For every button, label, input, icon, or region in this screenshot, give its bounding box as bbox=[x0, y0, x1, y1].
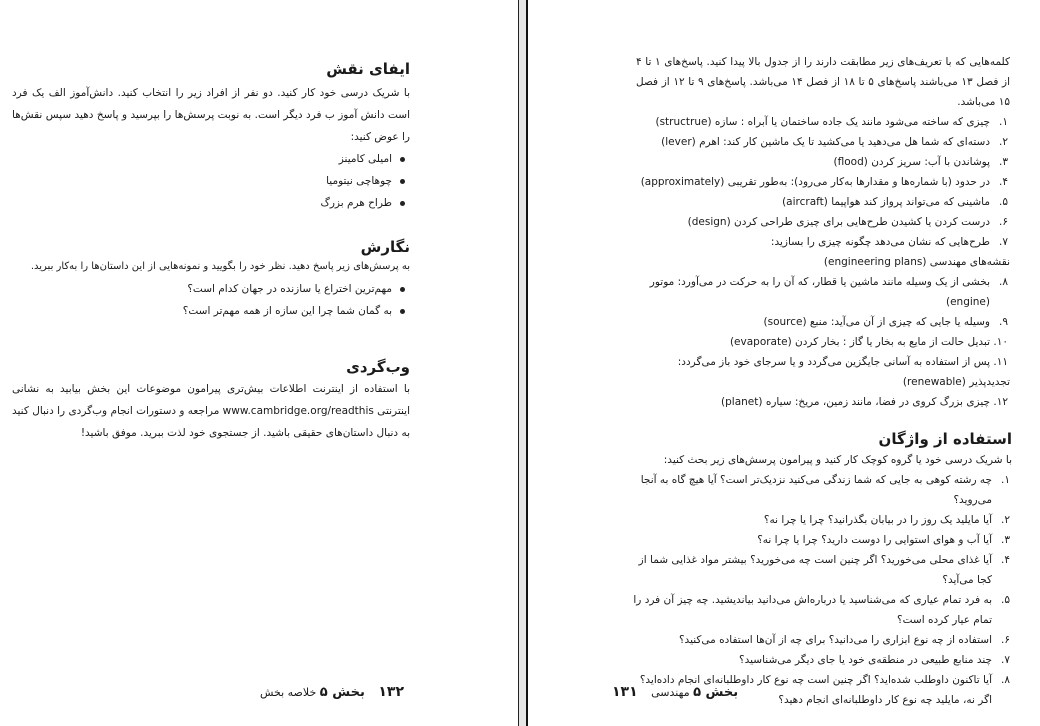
list-item bbox=[636, 152, 1010, 172]
item-text: دسته‌ای که شما هل می‌دهید یا می‌کشید تا یک ماشین کار کند: اهرم (lever) bbox=[661, 136, 990, 148]
item-number: ۳. bbox=[999, 156, 1008, 168]
bullet-icon bbox=[400, 201, 405, 206]
vocab-intro: با شریک درسی خود یا گروه کوچک کار کنید و پیرامون پرسش‌های زیر بحث کنید: bbox=[663, 454, 1012, 466]
item-answer: تجدیدپذیر (renewable) bbox=[902, 376, 1010, 388]
item-number: ۷. bbox=[999, 236, 1008, 248]
item-number: ۵. bbox=[999, 196, 1008, 208]
item-text: آیا آب و هوای استوایی را دوست دارید؟ چرا یا چرا نه؟ bbox=[757, 534, 992, 546]
item-text: آیا مایلید یک روز را در بیابان بگذرانید؟ چرا یا چرا نه؟ bbox=[763, 514, 992, 526]
vocab-title: استفاده از واژگان bbox=[878, 430, 1012, 448]
list-item bbox=[636, 112, 1010, 132]
bullet-icon bbox=[400, 157, 405, 162]
writing-intro: به پرسش‌های زیر پاسخ دهید. نظر خود را بگویید و نمونه‌هایی از این داستان‌ها را به‌کار ببرید. bbox=[30, 261, 410, 272]
item-number: ۱۲. bbox=[993, 396, 1008, 408]
writing-section bbox=[6, 236, 410, 322]
list-item bbox=[630, 650, 1012, 670]
list-item: مهم‌ترین اختراع یا سازنده در جهان کدام است؟ bbox=[6, 278, 410, 300]
page-number: ۱۳۲ bbox=[378, 684, 404, 700]
item-number: ۱. bbox=[1001, 474, 1010, 486]
list-item bbox=[630, 590, 1012, 630]
list-item bbox=[630, 550, 1012, 590]
item-text: طرح‌هایی که نشان می‌دهد چگونه چیزی را بسازید: bbox=[770, 236, 990, 248]
list-item bbox=[636, 132, 1010, 152]
list-item: چوهاچی نیتومیا bbox=[12, 170, 410, 192]
writing-title: نگارش bbox=[360, 238, 410, 256]
item-number: ۳. bbox=[1001, 534, 1010, 546]
role-play-title: ایفای نقش bbox=[326, 60, 410, 78]
item-text: در حدود (با شماره‌ها و مقدارها به‌کار می‌رود): به‌طور تقریبی (approximately) bbox=[640, 176, 990, 188]
item-text: آیا تاکنون داوطلب شده‌اید؟ اگر چنین است چه نوع کار داوطلبانه‌ای انجام داده‌اید؟ اگر نه، مایلید چه نوع کار داوطلبانه‌ای انجام دهید؟ bbox=[639, 674, 992, 706]
web-title: وب‌گردی bbox=[346, 358, 410, 376]
role-play-section bbox=[12, 58, 410, 214]
bullet-icon bbox=[400, 287, 405, 292]
role-play-intro: با شریک درسی خود کار کنید. دو نفر از افراد زیر را انتخاب کنید. دانش‌آموز الف یک فرد است دانش آموز ب فرد دیگر است. به نوبت پرسش‌ها را بپرسید و پاسخ دهید سپس نقش‌ها را عوض کنید: bbox=[12, 87, 410, 143]
right-page bbox=[526, 0, 1040, 726]
item-text: پس از استفاده به آسانی جایگزین می‌گردد و یا سرجای خود باز می‌گردد: bbox=[677, 356, 990, 368]
list-item: طراح هرم بزرگ bbox=[12, 192, 410, 214]
list-item: امیلی کامینز bbox=[12, 148, 410, 170]
item-number: ۵. bbox=[1001, 594, 1010, 606]
list-item bbox=[636, 232, 1010, 272]
list-item bbox=[636, 332, 1010, 352]
item-text: درست کردن یا کشیدن طرح‌هایی برای چیزی طراحی کردن (design) bbox=[687, 216, 990, 228]
item-text: ماشینی که می‌تواند پرواز کند هواپیما (aircraft) bbox=[782, 196, 990, 208]
left-page bbox=[0, 0, 519, 726]
item-text: چیزی بزرگ کروی در فضا، مانند زمین، مریخ: سیاره (planet) bbox=[721, 396, 990, 408]
list-item bbox=[636, 392, 1010, 412]
item-number: ۶. bbox=[999, 216, 1008, 228]
item-number: ۱۱. bbox=[993, 356, 1008, 368]
section-label: بخش ۵ bbox=[319, 685, 365, 700]
section-label: بخش ۵ bbox=[693, 685, 739, 700]
vocab-section bbox=[630, 428, 1012, 710]
list-item bbox=[630, 470, 1012, 510]
right-page-footer bbox=[602, 684, 738, 700]
page-number: ۱۳۱ bbox=[612, 684, 638, 700]
item-text: چیزی که ساخته می‌شود مانند یک جاده ساختمان یا آبراه : سازه (structrue) bbox=[655, 116, 990, 128]
section-subtitle: خلاصه بخش bbox=[259, 686, 317, 699]
page-gutter bbox=[519, 0, 526, 726]
item-number: ۱. bbox=[999, 116, 1008, 128]
item-number: ۸. bbox=[1001, 674, 1010, 686]
web-section bbox=[12, 356, 410, 444]
list-item bbox=[636, 192, 1010, 212]
list-item bbox=[630, 530, 1012, 550]
item-text: چه رشته کوهی به جایی که شما زندگی می‌کنید نزدیک‌تر است؟ آیا هیچ گاه به آنجا می‌روید؟ bbox=[640, 474, 992, 506]
item-text: تبدیل حالت از مایع به بخار یا گاز : بخار کردن (evaporate) bbox=[729, 336, 990, 348]
list-item bbox=[636, 172, 1010, 192]
vocab-questions bbox=[630, 470, 1012, 710]
matching-list bbox=[636, 112, 1010, 412]
writing-list bbox=[6, 278, 410, 322]
item-text: وسیله یا جایی که چیزی از آن می‌آید: منبع (source) bbox=[763, 316, 990, 328]
item-text: چند منابع طبیعی در منطقه‌ی خود یا جای دیگر می‌شناسید؟ bbox=[739, 654, 992, 666]
item-number: ۶. bbox=[1001, 634, 1010, 646]
list-item bbox=[636, 352, 1010, 392]
item-number: ۲. bbox=[999, 136, 1008, 148]
item-text: استفاده از چه نوع ابزاری را می‌دانید؟ برای چه از آن‌ها استفاده می‌کنید؟ bbox=[678, 634, 992, 646]
left-page-footer bbox=[260, 684, 414, 700]
section-subtitle: مهندسی bbox=[651, 686, 690, 699]
list-item: به گمان شما چرا این سازه از همه مهم‌تر است؟ bbox=[6, 300, 410, 322]
item-number: ۲. bbox=[1001, 514, 1010, 526]
item-answer: نقشه‌های مهندسی (engineering plans) bbox=[823, 256, 1010, 268]
list-item bbox=[630, 510, 1012, 530]
item-number: ۱۰. bbox=[993, 336, 1008, 348]
item-number: ۹. bbox=[999, 316, 1008, 328]
item-text: به فرد تمام عیاری که می‌شناسید یا درباره‌اش می‌دانید بیاندیشید. چه چیز آن فرد را تمام عیار کرده است؟ bbox=[633, 594, 992, 626]
item-text: پوشاندن با آب: سریز کردن (flood) bbox=[833, 156, 990, 168]
list-item bbox=[636, 312, 1010, 332]
list-item bbox=[630, 630, 1012, 650]
matching-intro: کلمه‌هایی که با تعریف‌های زیر مطابقت دارند را از جدول بالا پیدا کنید. پاسخ‌های ۱ تا ۴ از فصل ۱۳ می‌باشند پاسخ‌های ۵ تا ۱۸ از فصل ۱۴ می‌باشد. پاسخ‌های ۹ تا ۱۲ از فصل ۱۵ می‌باشد. bbox=[636, 56, 1011, 108]
role-play-list bbox=[12, 148, 410, 214]
web-text: با استفاده از اینترنت اطلاعات بیش‌تری پیرامون موضوعات این بخش بیابید به نشانی اینترنتی www.cambridge.org/readthis مراجعه و دستورات انجام وب‌گردی را دنبال کنید به دنبال داستان‌های حقیقی باشید. از جستجوی خود لذت ببرید. موفق باشید! bbox=[12, 383, 410, 439]
list-item bbox=[636, 212, 1010, 232]
matching-section bbox=[636, 52, 1010, 412]
list-item bbox=[636, 272, 1010, 312]
bullet-icon bbox=[400, 309, 405, 314]
item-number: ۷. bbox=[1001, 654, 1010, 666]
item-text: آیا غذای محلی می‌خورید؟ اگر چنین است چه می‌خورید؟ بیشتر مواد غذایی شما از کجا می‌آید؟ bbox=[638, 554, 992, 586]
bullet-icon bbox=[400, 179, 405, 184]
item-number: ۴. bbox=[999, 176, 1008, 188]
item-number: ۴. bbox=[1001, 554, 1010, 566]
item-number: ۸. bbox=[999, 276, 1008, 288]
item-text: بخشی از یک وسیله مانند ماشین یا قطار، که آن را به حرکت در می‌آورد: موتور (engine) bbox=[649, 276, 990, 308]
